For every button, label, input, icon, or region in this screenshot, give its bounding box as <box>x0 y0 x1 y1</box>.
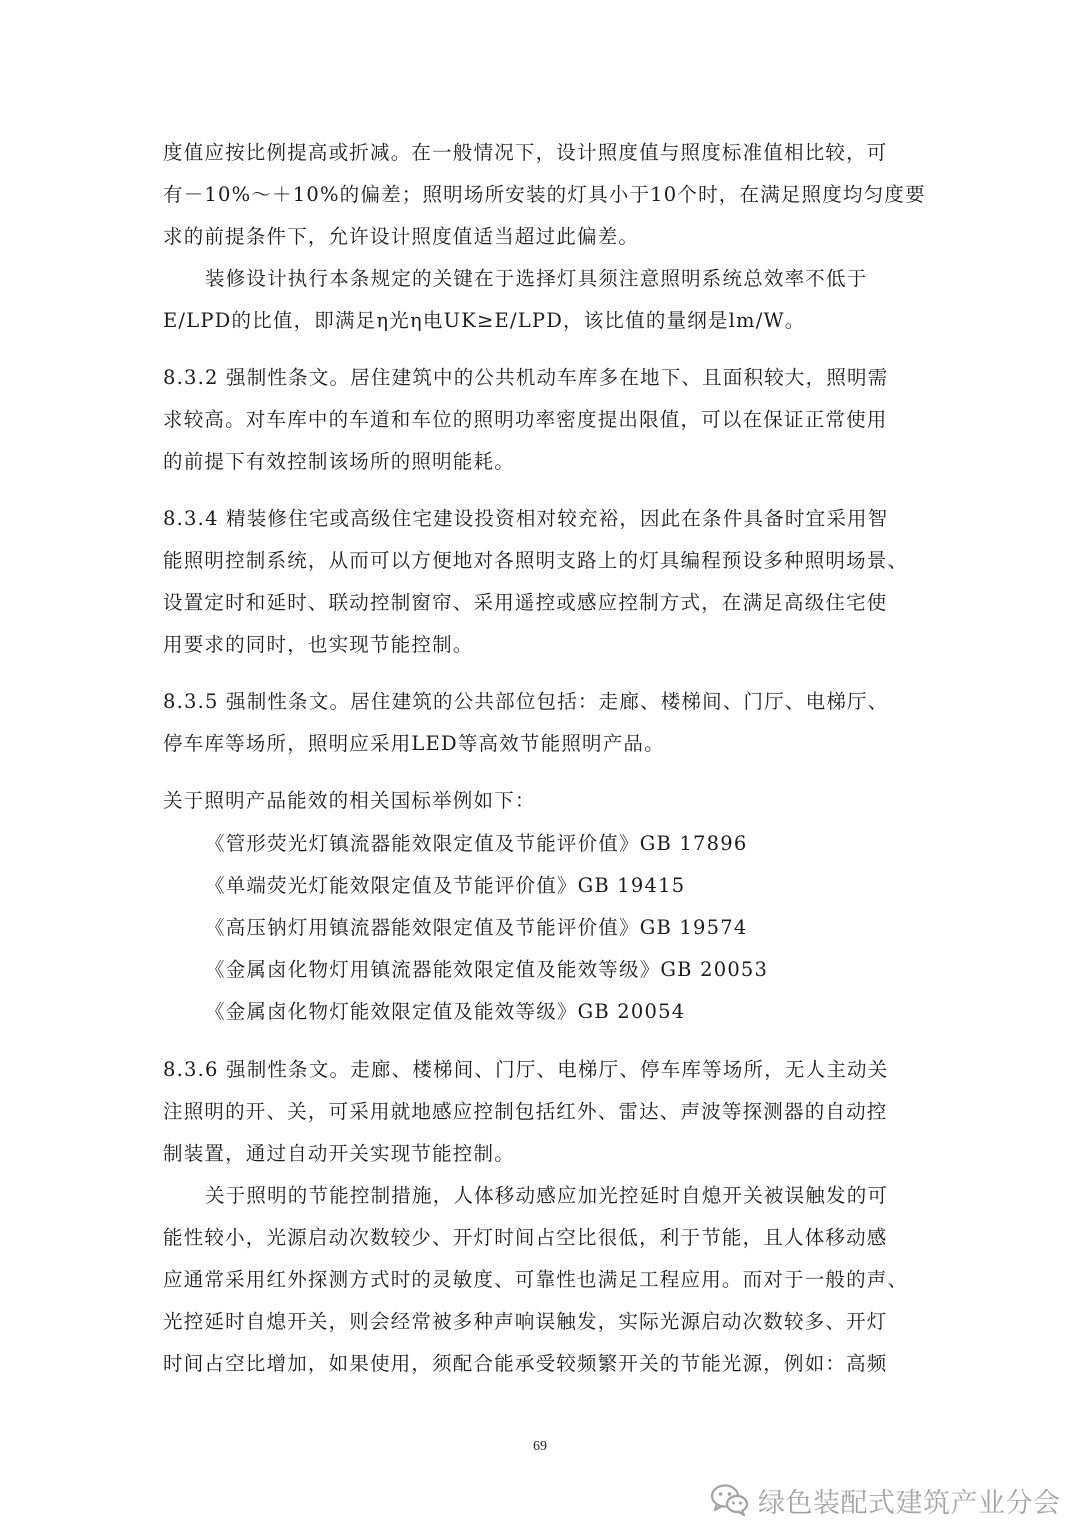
text-line: 时间占空比增加，如果使用，须配合能承受较频繁开关的节能光源，例如：高频 <box>163 1352 888 1375</box>
clause-8-3-4: 8.3.4 精装修住宅或高级住宅建设投资相对较充裕，因此在条件具备时宜采用智 <box>163 507 889 530</box>
text-line: 注照明的开、关，可采用就地感应控制包括红外、雷达、声波等探测器的自动控 <box>163 1100 888 1123</box>
text-line: 停车库等场所，照明应采用LED等高效节能照明产品。 <box>163 732 665 755</box>
watermark <box>710 1480 1061 1520</box>
clause-8-3-6: 8.3.6 强制性条文。走廊、楼梯间、门厅、电梯厅、停车库等场所，无人主动关 <box>163 1058 889 1081</box>
text-line: 关于照明的节能控制措施，人体移动感应加光控延时自熄开关被误触发的可 <box>205 1184 889 1207</box>
standard-ref: 《单端荧光灯能效限定值及节能评价值》GB 19415 <box>205 874 686 897</box>
standard-ref: 《金属卤化物灯用镇流器能效限定值及能效等级》GB 20053 <box>205 958 769 981</box>
wechat-icon <box>710 1483 750 1517</box>
standard-ref: 《管形荧光灯镇流器能效限定值及节能评价值》GB 17896 <box>205 832 748 855</box>
standard-ref: 《金属卤化物灯能效限定值及能效等级》GB 20054 <box>205 1000 686 1023</box>
standards-intro: 关于照明产品能效的相关国标举例如下： <box>163 789 536 812</box>
clause-8-3-5: 8.3.5 强制性条文。居住建筑的公共部位包括：走廊、楼梯间、门厅、电梯厅、 <box>163 690 889 713</box>
text-line: 度值应按比例提高或折减。在一般情况下，设计照度值与照度标准值相比较，可 <box>163 141 888 164</box>
page-number: 69 <box>533 1439 547 1454</box>
text-line: 装修设计执行本条规定的关键在于选择灯具须注意照明系统总效率不低于 <box>205 267 868 290</box>
text-line: 设置定时和延时、联动控制窗帘、采用遥控或感应控制方式，在满足高级住宅使 <box>163 591 888 614</box>
text-line: E/LPD的比值，即满足η光η电UK≥E/LPD，该比值的量纲是lm/W。 <box>163 309 806 332</box>
text-line: 有－10%～＋10%的偏差；照明场所安装的灯具小于10个时，在满足照度均匀度要 <box>163 183 926 206</box>
text-line: 能照明控制系统，从而可以方便地对各照明支路上的灯具编程预设多种照明场景、 <box>163 549 909 572</box>
standard-ref: 《高压钠灯用镇流器能效限定值及节能评价值》GB 19574 <box>205 916 748 939</box>
text-line: 光控延时自熄开关，则会经常被多种声响误触发，实际光源启动次数较多、开灯 <box>163 1310 888 1333</box>
watermark-text: 绿色装配式建筑产业分会 <box>758 1487 1061 1519</box>
text-line: 应通常采用红外探测方式时的灵敏度、可靠性也满足工程应用。而对于一般的声、 <box>163 1268 909 1291</box>
clause-8-3-2: 8.3.2 强制性条文。居住建筑中的公共机动车库多在地下、且面积较大，照明需 <box>163 366 889 389</box>
text-line: 制装置，通过自动开关实现节能控制。 <box>163 1142 515 1165</box>
text-line: 求较高。对车库中的车道和车位的照明功率密度提出限值，可以在保证正常使用 <box>163 408 888 431</box>
text-line: 能性较小，光源启动次数较少、开灯时间占空比很低，利于节能，且人体移动感 <box>163 1226 888 1249</box>
text-line: 的前提下有效控制该场所的照明能耗。 <box>163 450 515 473</box>
text-line: 用要求的同时，也实现节能控制。 <box>163 633 474 656</box>
text-line: 求的前提条件下，允许设计照度值适当超过此偏差。 <box>163 225 640 248</box>
